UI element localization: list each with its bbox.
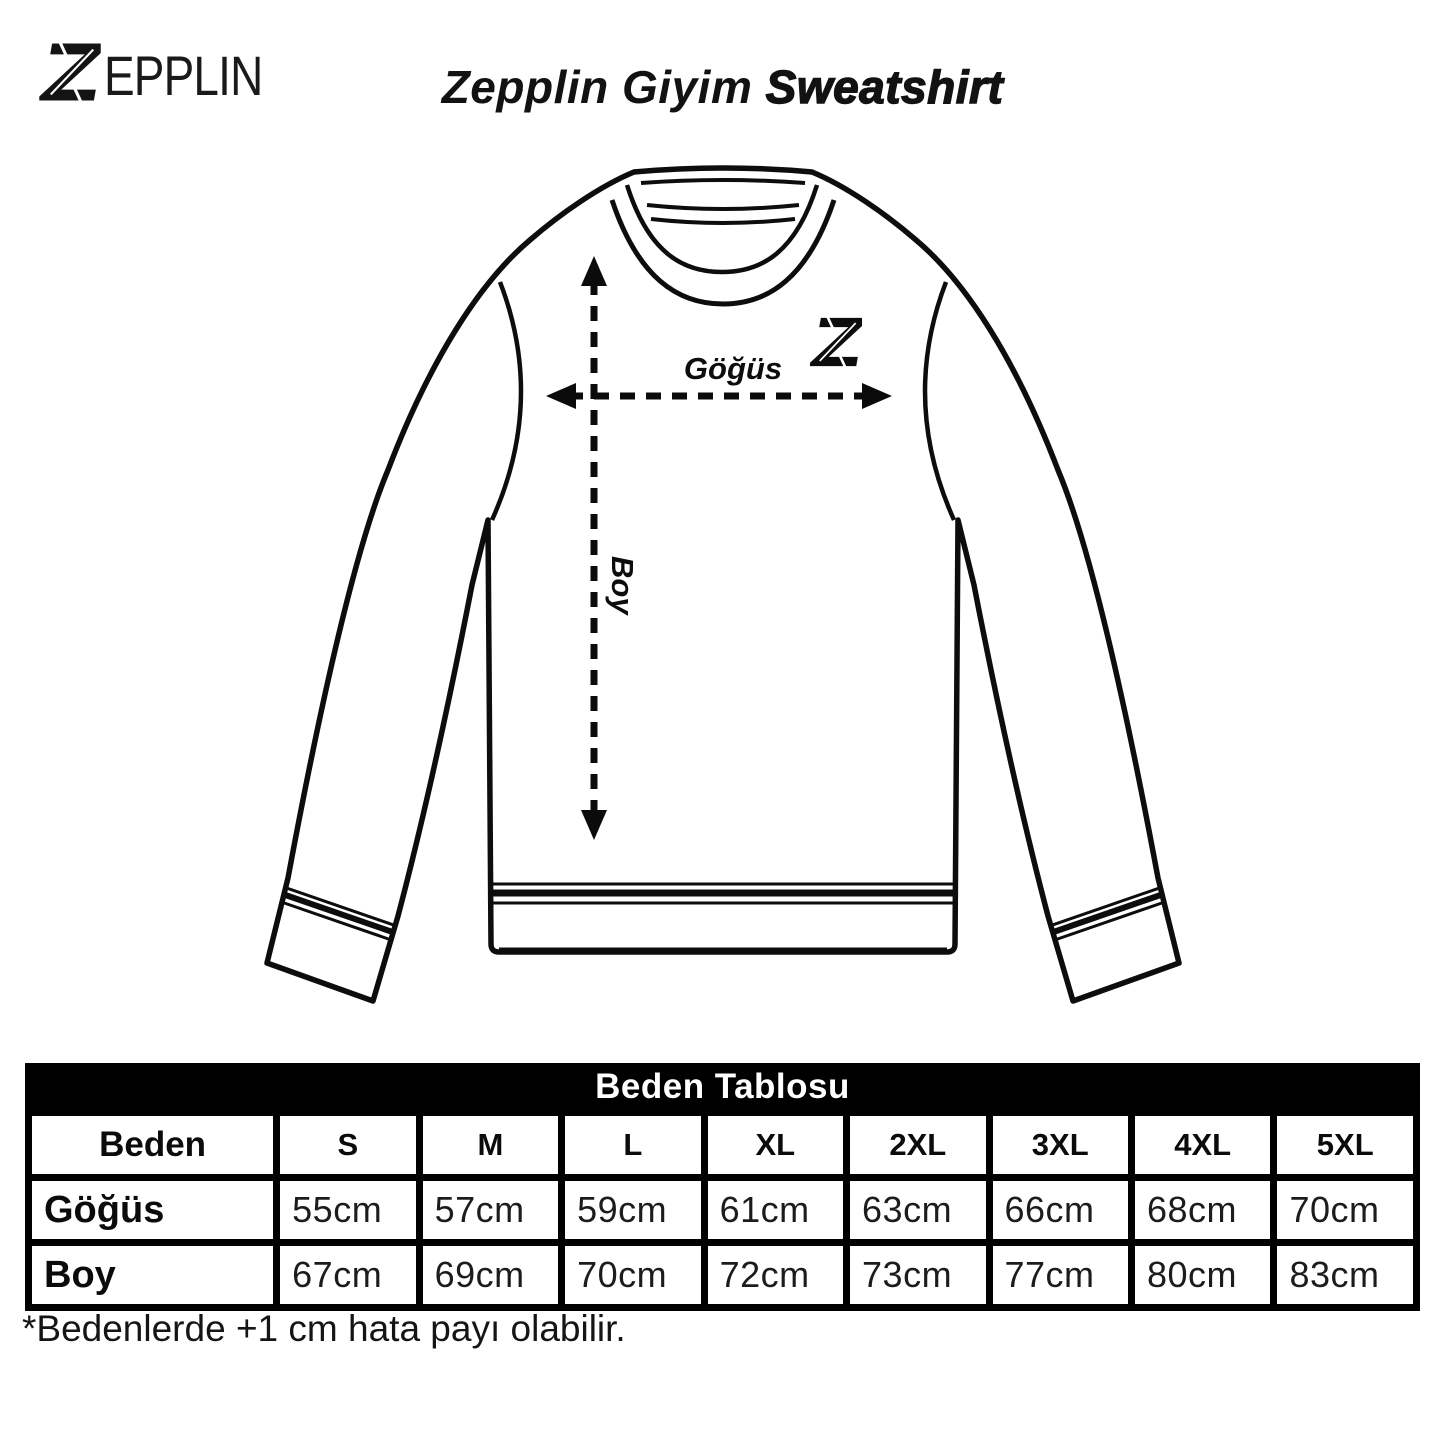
page-title-bold: Sweatshirt [765,61,1004,113]
chest-value-l: 59cm [565,1181,700,1239]
header-cell-m: M [423,1116,558,1174]
sweatshirt-outline [267,168,1179,1001]
chest-value-2xl: 63cm [850,1181,985,1239]
page-title-regular: Zepplin Giyim [441,61,753,113]
header-cell-5xl: 5XL [1277,1116,1413,1174]
header-cell-3xl: 3XL [993,1116,1128,1174]
brand-logo-text: EPPLIN [104,44,263,108]
length-value-l: 70cm [565,1246,700,1304]
length-value-3xl: 77cm [993,1246,1128,1304]
chest-measure-label: Göğüs [683,351,783,386]
header-cell-xl: XL [708,1116,843,1174]
length-value-4xl: 80cm [1135,1246,1270,1304]
table-row-length [32,1246,1413,1304]
chest-value-m: 57cm [423,1181,558,1239]
row-label-chest: Göğüs [32,1181,273,1239]
chest-value-4xl: 68cm [1135,1181,1270,1239]
size-table [25,1063,1420,1311]
length-value-xl: 72cm [708,1246,843,1304]
size-tolerance-footnote: *Bedenlerde +1 cm hata payı olabilir. [22,1308,626,1349]
chest-value-5xl: 70cm [1277,1181,1413,1239]
table-row-chest [32,1181,1413,1239]
header-cell-beden: Beden [32,1116,273,1174]
size-table-grid [25,1109,1420,1311]
length-value-5xl: 83cm [1277,1246,1413,1304]
row-label-length: Boy [32,1246,273,1304]
length-value-m: 69cm [423,1246,558,1304]
chest-value-s: 55cm [280,1181,415,1239]
size-table-header-row [32,1116,1413,1174]
length-value-s: 67cm [280,1246,415,1304]
header-cell-2xl: 2XL [850,1116,985,1174]
length-value-2xl: 73cm [850,1246,985,1304]
header-cell-s: S [280,1116,415,1174]
chest-value-xl: 61cm [708,1181,843,1239]
header-cell-4xl: 4XL [1135,1116,1270,1174]
header-cell-l: L [565,1116,700,1174]
size-table-title: Beden Tablosu [595,1067,850,1106]
length-measure-label: Boy [605,556,640,615]
chest-value-3xl: 66cm [993,1181,1128,1239]
